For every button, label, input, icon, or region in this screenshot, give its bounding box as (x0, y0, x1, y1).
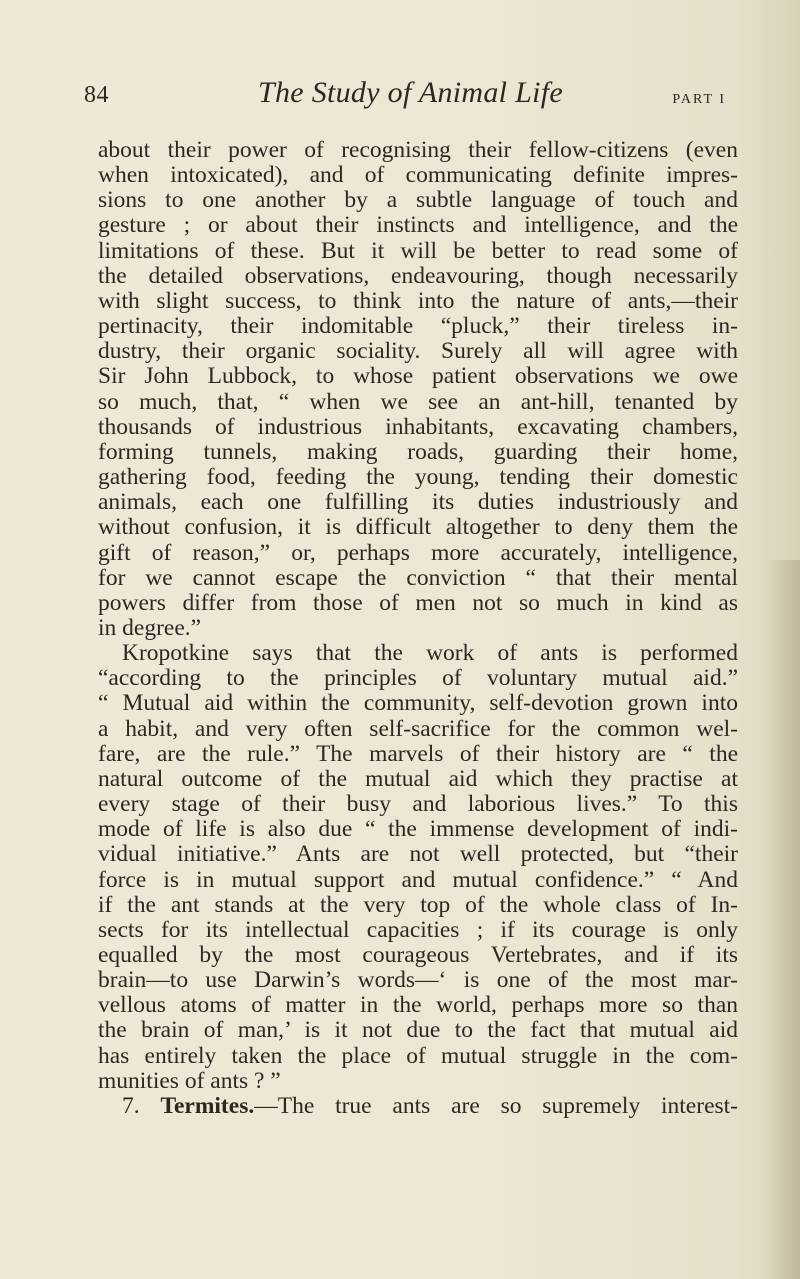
text-line: equalled by the most courageous Vertebrates, and if its (98, 942, 738, 968)
text-line: animals, each one fulfilling its duties industriously and (98, 489, 738, 516)
text-line: thousands of industrious inhabitants, excavating chambers, (98, 413, 738, 440)
text-line: without confusion, it is difficult altogether to deny them the (98, 514, 738, 541)
text-line: fare, are the rule.” The marvels of their history are “ the (98, 740, 738, 767)
text-line: for we cannot escape the conviction “ that their mental (98, 564, 738, 591)
text-line: about their power of recognising their fellow-citizens (even (98, 137, 738, 163)
section-number: 7. (122, 1092, 140, 1119)
text-line: “according to the principles of voluntary mutual aid.” (98, 665, 738, 692)
text-line: limitations of these. But it will be better to read some of (98, 237, 738, 264)
text-line: powers differ from those of men not so much in kind as (98, 589, 738, 616)
section-intro-text: —The true ants are so supremely interest- (254, 1092, 738, 1119)
page-number: 84 (84, 82, 109, 108)
text-line: dustry, their organic sociality. Surely all will agree with (98, 338, 738, 365)
section-heading-line (98, 1094, 738, 1119)
body-text (98, 138, 738, 1119)
text-line: vidual initiative.” Ants are not well protected, but “their (98, 841, 738, 868)
text-line: a habit, and very often self-sacrifice for the common wel- (98, 715, 738, 742)
text-line: force is in mutual support and mutual confidence.” “ And (98, 866, 738, 893)
text-line: forming tunnels, making roads, guarding their home, (98, 438, 738, 465)
text-line: the detailed observations, endeavouring, though necessarily (98, 262, 738, 289)
text-line: munities of ants ? ” (98, 1067, 281, 1094)
text-line: pertinacity, their indomitable “pluck,” their tireless in- (98, 313, 738, 340)
text-line: Sir John Lubbock, to whose patient observations we owe (98, 363, 738, 390)
part-label: PART I (672, 92, 726, 107)
page-edge-shadow (766, 560, 800, 1279)
text-line: gesture ; or about their instincts and intelligence, and the (98, 212, 738, 239)
text-line: gathering food, feeding the young, tending their domestic (98, 464, 738, 491)
text-line: so much, that, “ when we see an ant-hill, tenanted by (98, 388, 738, 415)
text-line: if the ant stands at the very top of the whole class of In- (98, 891, 738, 918)
text-line: has entirely taken the place of mutual struggle in the com- (98, 1042, 738, 1069)
section-heading-termites: Termites. (160, 1092, 255, 1119)
text-line: Kropotkine says that the work of ants is performed (122, 640, 738, 667)
text-line: “ Mutual aid within the community, self-devotion grown into (98, 690, 738, 717)
text-line: gift of reason,” or, perhaps more accurately, intelligence, (98, 539, 738, 566)
page-header (84, 76, 726, 120)
text-line: with slight success, to think into the nature of ants,—their (98, 287, 738, 314)
text-line: every stage of their busy and laborious lives.” To this (98, 791, 738, 818)
text-line: when intoxicated), and of communicating definite impres- (98, 162, 738, 189)
text-line: sects for its intellectual capacities ; if its courage is only (98, 916, 738, 943)
running-title: The Study of Animal Life (258, 76, 563, 109)
text-line: sions to one another by a subtle language of touch and (98, 187, 738, 214)
text-line: brain—to use Darwin’s words—‘ is one of the most mar- (98, 967, 738, 994)
text-line: in degree.” (98, 614, 202, 641)
text-line: vellous atoms of matter in the world, perhaps more so than (98, 992, 738, 1019)
text-line: mode of life is also due “ the immense development of indi- (98, 816, 738, 843)
text-line: natural outcome of the mutual aid which they practise at (98, 765, 738, 792)
text-line: the brain of man,’ is it not due to the fact that mutual aid (98, 1017, 738, 1044)
